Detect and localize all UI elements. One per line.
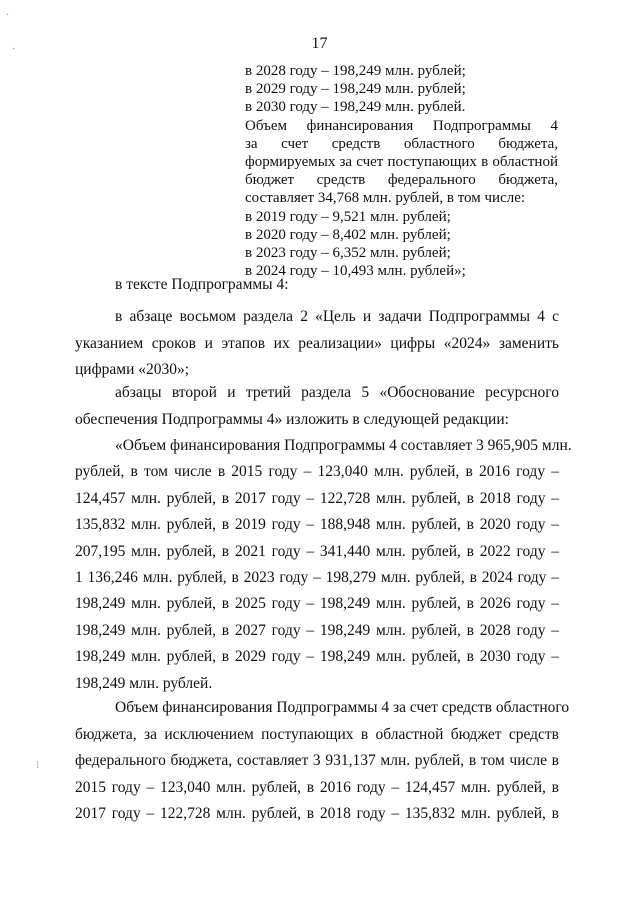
paragraph-line: рублей, в том числе в 2015 году – 123,040 млн. рублей, в 2016 году – [75, 463, 559, 481]
paragraph-line: обеспечения Подпрограммы 4» изложить в следующей редакции: [75, 410, 509, 428]
paragraph-line: 198,249 млн. рублей, в 2029 году – 198,249 млн. рублей, в 2030 году – [75, 648, 559, 666]
right-block-line: за счет средств областного бюджета, [245, 135, 558, 152]
right-block-line: в 2030 году – 198,249 млн. рублей. [245, 99, 466, 116]
scan-speck: ⁝ [36, 760, 40, 771]
right-block-line: в 2023 году – 6,352 млн. рублей; [245, 245, 451, 262]
paragraph-line: абзацы второй и третий раздела 5 «Обоснование ресурсного [115, 384, 559, 401]
paragraph-line: бюджета, за исключением поступающих в областной бюджет средств [75, 725, 559, 743]
paragraph-financing-regional [75, 695, 570, 828]
paragraph-line: указанием сроков и этапов их реализации» цифры «2024» заменить [75, 334, 559, 352]
paragraph-line: цифрами «2030»; [75, 361, 190, 378]
paragraph-line: 198,249 млн. рублей. [75, 674, 213, 692]
paragraph-line: в тексте Подпрограммы 4: [115, 276, 289, 293]
paragraph-line: Объем финансирования Подпрограммы 4 за счет средств областного [115, 699, 570, 716]
paragraph-line: «Объем финансирования Подпрограммы 4 составляет 3 965,905 млн. [115, 437, 572, 454]
right-block-line: в 2028 году – 198,249 млн. рублей; [245, 63, 466, 79]
right-block-line: составляет 34,768 млн. рублей, в том числе: [245, 190, 526, 207]
paragraph-text-of-subprogram [75, 275, 559, 295]
right-block-line: бюджет средств федерального бюджета, [245, 172, 558, 189]
scan-speck: · [12, 44, 16, 55]
paragraph-line: в абзаце восьмом раздела 2 «Цель и задачи Подпрограммы 4 с [115, 308, 559, 325]
right-block-line: в 2029 году – 198,249 млн. рублей; [245, 81, 466, 98]
paragraph-line: 2017 году – 122,728 млн. рублей, в 2018 году – 135,832 млн. рублей, в [75, 805, 559, 822]
paragraph-section-5 [75, 380, 559, 433]
scan-speck: · [6, 10, 10, 21]
paragraph-line: 135,832 млн. рублей, в 2019 году – 188,948 млн. рублей, в 2020 году – [75, 516, 559, 534]
right-block-line: в 2020 году – 8,402 млн. рублей; [245, 226, 451, 243]
paragraph-financing-total [75, 433, 572, 697]
paragraph-line: 198,249 млн. рублей, в 2025 году – 198,249 млн. рублей, в 2026 году – [75, 595, 559, 613]
paragraph-line: 207,195 млн. рублей, в 2021 году – 341,440 млн. рублей, в 2022 году – [75, 542, 559, 560]
page-number: 17 [311, 35, 328, 52]
right-column-block [245, 62, 558, 280]
paragraph-line: 1 136,246 млн. рублей, в 2023 году – 198,279 млн. рублей, в 2024 году – [75, 569, 559, 587]
paragraph-line: 2015 году – 123,040 млн. рублей, в 2016 году – 124,457 млн. рублей, в [75, 778, 559, 796]
paragraph-line: федерального бюджета, составляет 3 931,137 млн. рублей, в том числе в [75, 752, 559, 769]
right-block-line: Объем финансирования Подпрограммы 4 [245, 117, 558, 134]
paragraph-section-2 [75, 304, 559, 384]
right-block-line: формируемых за счет поступающих в областной [245, 154, 558, 171]
right-block-line: в 2019 году – 9,521 млн. рублей; [245, 208, 451, 225]
right-block-line: в 2024 году – 10,493 млн. рублей»; [245, 263, 466, 280]
paragraph-line: 198,249 млн. рублей, в 2027 году – 198,249 млн. рублей, в 2028 году – [75, 621, 559, 639]
paragraph-line: 124,457 млн. рублей, в 2017 году – 122,728 млн. рублей, в 2018 году – [75, 489, 559, 507]
